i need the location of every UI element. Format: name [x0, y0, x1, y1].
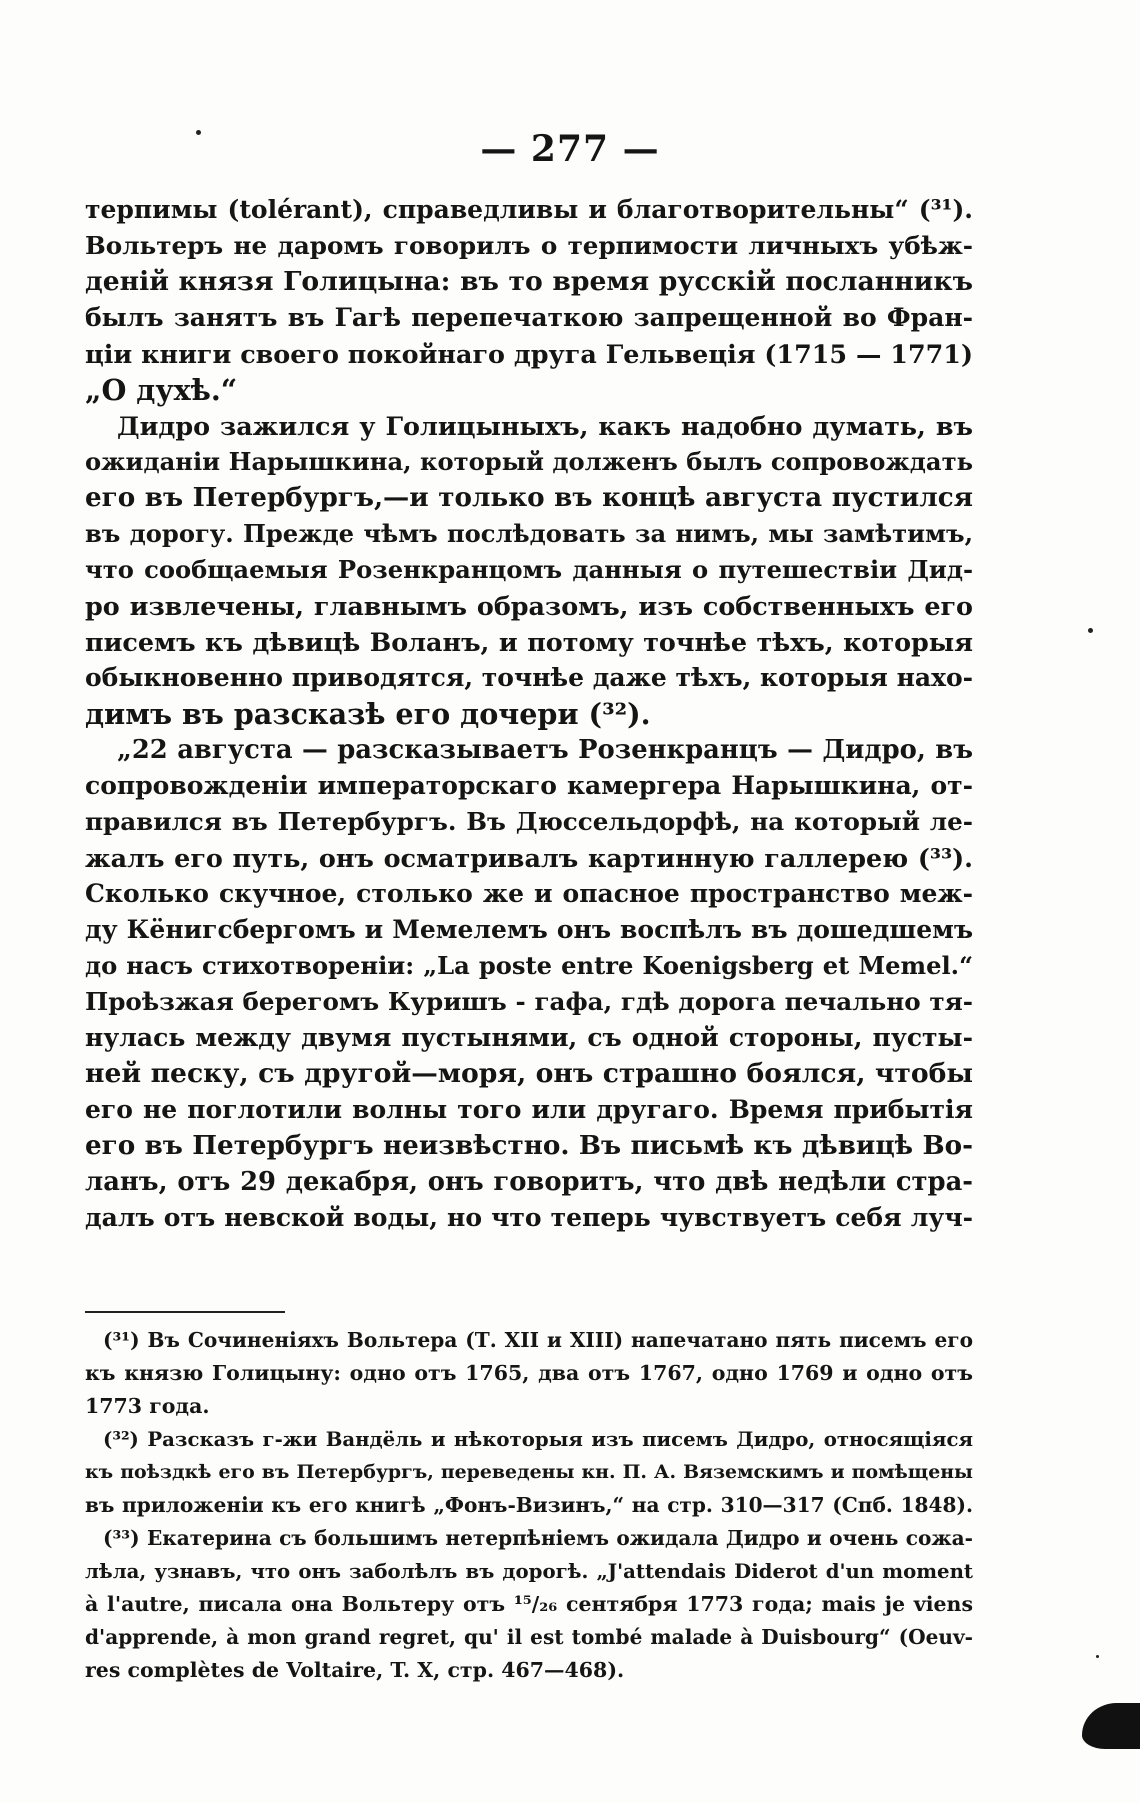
- footnote-line: (³²) Разсказъ г-жи Вандёль и нѣкоторыя изъ писемъ Дидро, относящіяся: [103, 1428, 973, 1451]
- text-line: „О духѣ.“: [85, 373, 238, 407]
- footnote-line: à l'autre, писала она Вольтеру отъ ¹⁵/₂₆ сентября 1773 года; mais je viens: [85, 1592, 973, 1616]
- ink-speck: [196, 130, 201, 135]
- text-line: его не поглотили волны того или другаго. Время прибытія: [85, 1095, 973, 1124]
- footnote-line: къ поѣздкѣ его въ Петербургъ, переведены кн. П. А. Вяземскимъ и помѣщены: [85, 1461, 973, 1483]
- text-line: Дидро зажился у Голицыныхъ, какъ надобно думать, въ: [117, 411, 973, 441]
- text-line: ціи книги своего покойнаго друга Гельвеція (1715 — 1771): [85, 339, 973, 369]
- text-line: сопровожденіи императорскаго камергера Нарышкина, от-: [85, 771, 973, 800]
- text-line: былъ занятъ въ Гагѣ перепечаткою запрещенной во Фран-: [85, 303, 973, 332]
- text-line: Проѣзжая берегомъ Куришъ - гафа, гдѣ дорога печально тя-: [85, 987, 973, 1016]
- footnote-line: лѣла, узнавъ, что онъ заболѣлъ въ дорогѣ. „J'attendais Diderot d'un moment: [85, 1560, 973, 1583]
- footnote-32: [85, 1423, 973, 1522]
- footnote-line: (³¹) Въ Сочиненіяхъ Вольтера (Т. XII и XIII) напечатано пять писемъ его: [103, 1328, 973, 1352]
- text-line: „22 августа — разсказываетъ Розенкранцъ — Дидро, въ: [117, 735, 973, 765]
- footnote-31: [85, 1324, 973, 1423]
- ink-speck: [1088, 628, 1093, 633]
- footnote-line: 1773 года.: [85, 1394, 210, 1418]
- footnote-33: [85, 1522, 973, 1687]
- footnote-line: d'apprende, à mon grand regret, qu' il est tombé malade à Duisbourg“ (Oeuv-: [85, 1625, 973, 1649]
- text-line: въ дорогу. Прежде чѣмъ послѣдовать за нимъ, мы замѣтимъ,: [85, 519, 973, 548]
- text-line: писемъ къ дѣвицѣ Воланъ, и потому точнѣе тѣхъ, которыя: [85, 627, 973, 657]
- text-line: ланъ, отъ 29 декабря, онъ говоритъ, что двѣ недѣли стра-: [85, 1167, 973, 1197]
- text-line: его въ Петербургъ неизвѣстно. Въ письмѣ къ дѣвицѣ Во-: [85, 1130, 973, 1161]
- text-line: до насъ стихотвореніи: „La poste entre Koenigsberg et Memel.“: [85, 951, 973, 980]
- page-number: — 277 —: [480, 128, 660, 170]
- footnote-line: (³³) Екатерина съ большимъ нетерпѣніемъ ожидала Дидро и очень сожа-: [103, 1526, 973, 1550]
- ink-blot: [1082, 1703, 1140, 1749]
- text-line: нулась между двумя пустынями, съ одной стороны, пусты-: [85, 1023, 973, 1052]
- footnote-line: къ князю Голицыну: одно отъ 1765, два отъ 1767, одно 1769 и одно отъ: [85, 1361, 973, 1385]
- text-line: далъ отъ невской воды, но что теперь чувствуетъ себя луч-: [85, 1203, 973, 1232]
- text-line: жалъ его путь, онъ осматривалъ картинную галлерею (³³).: [85, 843, 973, 873]
- text-line: ожиданіи Нарышкина, который долженъ былъ сопровождать: [85, 447, 973, 476]
- text-line: ду Кёнигсбергомъ и Мемелемъ онъ воспѣлъ въ дошедшемъ: [85, 915, 973, 944]
- footnote-divider: [85, 1311, 285, 1313]
- text-line: что сообщаемыя Розенкранцомъ данныя о путешествіи Дид-: [85, 555, 973, 584]
- text-line: обыкновенно приводятся, точнѣе даже тѣхъ, которыя нахо-: [85, 663, 974, 692]
- text-line: димъ въ разсказѣ его дочери (³²).: [85, 697, 651, 731]
- text-line: его въ Петербургъ,—и только въ концѣ августа пустился: [85, 482, 973, 513]
- footnotes: [85, 1324, 973, 1687]
- text-line: деній князя Голицына: въ то время русскій посланникъ: [85, 266, 973, 297]
- body-text: [85, 192, 973, 1236]
- paragraph: [85, 408, 973, 732]
- text-line: правился въ Петербургъ. Въ Дюссельдорфѣ, на который ле-: [85, 807, 973, 836]
- footnote-line: res complètes de Voltaire, T. X, стр. 467—468).: [85, 1658, 625, 1682]
- text-line: Сколько скучное, столько же и опасное пространство меж-: [85, 879, 973, 908]
- paragraph: [85, 732, 973, 1236]
- text-line: терпимы (tolérant), справедливы и благотворительны“ (³¹).: [85, 195, 973, 224]
- paragraph: [85, 192, 973, 408]
- text-line: ро извлечены, главнымъ образомъ, изъ собственныхъ его: [85, 591, 973, 621]
- text-line: Вольтеръ не даромъ говорилъ о терпимости личныхъ убѣж-: [85, 231, 973, 260]
- text-line: ней песку, съ другой—моря, онъ страшно боялся, чтобы: [85, 1058, 973, 1089]
- ink-speck: [1096, 1655, 1099, 1658]
- footnote-line: въ приложеніи къ его книгѣ „Фонъ-Визинъ,“ на стр. 310—317 (Спб. 1848).: [85, 1493, 973, 1517]
